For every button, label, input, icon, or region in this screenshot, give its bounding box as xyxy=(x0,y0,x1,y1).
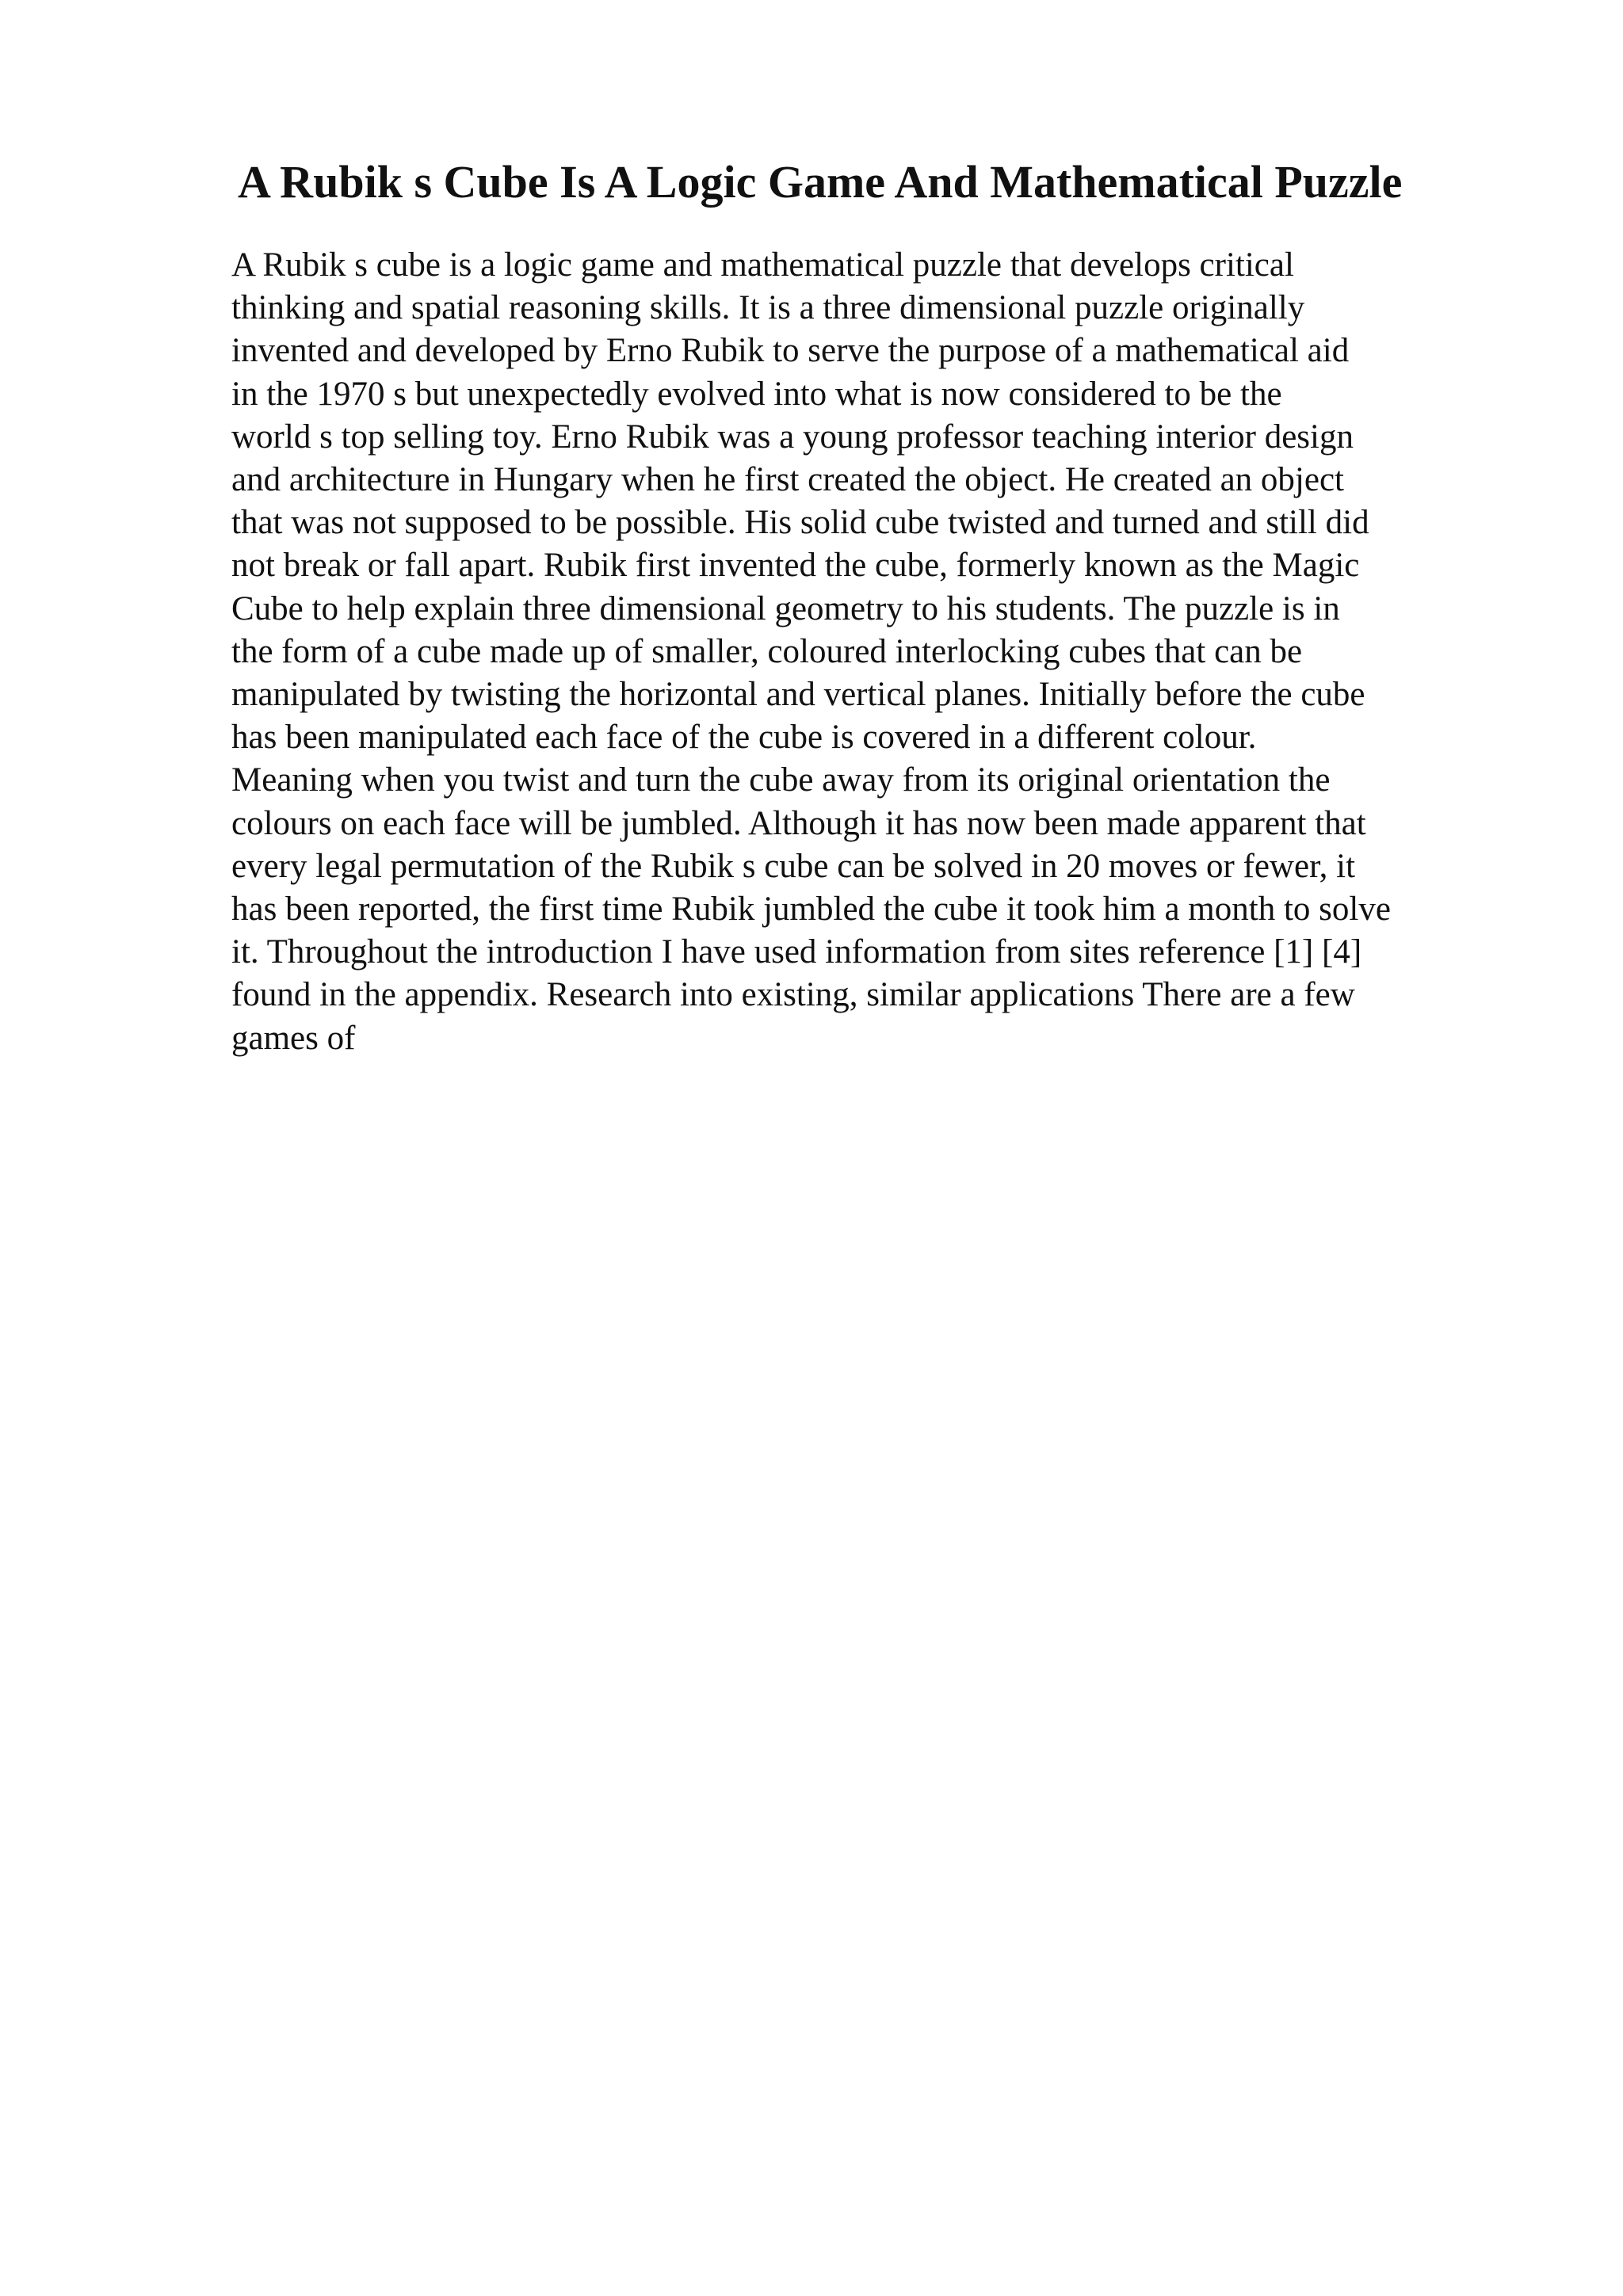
body-line: the form of a cube made up of smaller, coloured interlocking cubes that can be xyxy=(231,632,1303,670)
body-line: found in the appendix. Research into existing, similar applications There are a few xyxy=(231,976,1355,1014)
document-body xyxy=(231,244,1515,1060)
body-line: Meaning when you twist and turn the cube away from its original orientation the xyxy=(231,761,1331,799)
body-line: thinking and spatial reasoning skills. It is a three dimensional puzzle originally xyxy=(231,289,1305,327)
body-line: A Rubik s cube is a logic game and mathematical puzzle that develops critical xyxy=(231,246,1294,284)
body-line: has been reported, the first time Rubik jumbled the cube it took him a month to solve xyxy=(231,891,1391,929)
body-line: Cube to help explain three dimensional geometry to his students. The puzzle is in xyxy=(231,589,1340,627)
body-line: in the 1970 s but unexpectedly evolved into what is now considered to be the xyxy=(231,375,1282,413)
body-line: colours on each face will be jumbled. Although it has now been made apparent that xyxy=(231,804,1366,842)
body-line: every legal permutation of the Rubik s cube can be solved in 20 moves or fewer, it xyxy=(231,847,1356,885)
body-line: manipulated by twisting the horizontal and vertical planes. Initially before the cube xyxy=(231,676,1365,714)
body-line: not break or fall apart. Rubik first invented the cube, formerly known as the Magic xyxy=(231,547,1360,585)
body-line: has been manipulated each face of the cube is covered in a different colour. xyxy=(231,719,1257,757)
body-line: it. Throughout the introduction I have used information from sites reference [1] [4] xyxy=(231,933,1362,971)
body-line: invented and developed by Erno Rubik to serve the purpose of a mathematical aid xyxy=(231,332,1350,370)
body-line: games of xyxy=(231,1019,356,1057)
body-line: that was not supposed to be possible. His solid cube twisted and turned and still did xyxy=(231,504,1369,542)
body-line: world s top selling toy. Erno Rubik was a young professor teaching interior design xyxy=(231,418,1354,456)
document-title: A Rubik s Cube Is A Logic Game And Mathematical Puzzle xyxy=(238,156,1403,208)
body-line: and architecture in Hungary when he first created the object. He created an object xyxy=(231,461,1344,499)
